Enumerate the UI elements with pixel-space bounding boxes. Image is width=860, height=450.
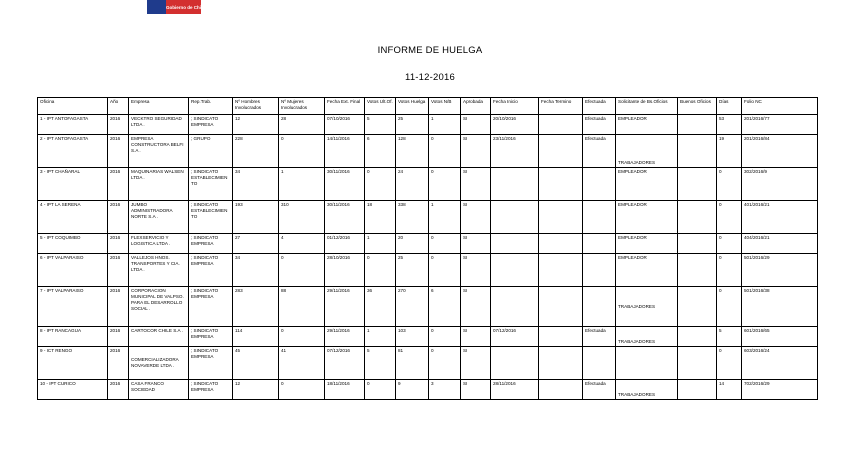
cell-folio: 201/2016/77 bbox=[742, 115, 818, 135]
cell-votos-ult: 5 bbox=[365, 347, 396, 380]
col-header-dias: Días bbox=[717, 98, 742, 115]
cell-empresa: COMERCIALIZADORA NOVAVERDE LTDA . bbox=[129, 347, 189, 380]
col-header-mujeres: Nº Mujeres Involucrados bbox=[279, 98, 325, 115]
cell-fecha-inicio: 28/11/2016 bbox=[491, 380, 539, 400]
cell-buenos-oficios bbox=[678, 168, 717, 201]
report-title: INFORME DE HUELGA bbox=[377, 45, 483, 56]
cell-votos-ult: 0 bbox=[365, 254, 396, 287]
cell-empresa: CORPORACION MUNICIPAL DE VALPSO. PARA EL DESARROLLO SOCIAL . bbox=[129, 287, 189, 327]
cell-mujeres: 310 bbox=[279, 201, 325, 234]
cell-ano: 2016 bbox=[108, 135, 129, 168]
cell-oficina: 9 - ICT RENGO bbox=[38, 347, 108, 380]
cell-rep-trab: ; SINDICATO EMPRESA bbox=[189, 254, 233, 287]
cell-votos-huelga: 9 bbox=[396, 380, 429, 400]
cell-folio: 302/2016/9 bbox=[742, 168, 818, 201]
cell-fecha-termino bbox=[539, 287, 583, 327]
col-header-ano: Año bbox=[108, 98, 129, 115]
cell-votos-ult: 18 bbox=[365, 201, 396, 234]
cell-fecha-inicio bbox=[491, 347, 539, 380]
cell-solicitante: TRABAJADORES bbox=[616, 327, 678, 347]
cell-ano: 2016 bbox=[108, 254, 129, 287]
cell-hombres: 283 bbox=[233, 287, 279, 327]
cell-mujeres: 1 bbox=[279, 168, 325, 201]
cell-aprobada: SI bbox=[461, 115, 491, 135]
cell-efectuada bbox=[583, 347, 616, 380]
cell-mujeres: 88 bbox=[279, 287, 325, 327]
cell-folio: 702/2016/29 bbox=[742, 380, 818, 400]
cell-efectuada bbox=[583, 168, 616, 201]
cell-fecha-termino bbox=[539, 380, 583, 400]
cell-fecha-inicio bbox=[491, 287, 539, 327]
cell-rep-trab: ; SINDICATO EMPRESA bbox=[189, 287, 233, 327]
cell-dias: 0 bbox=[717, 347, 742, 380]
cell-buenos-oficios bbox=[678, 380, 717, 400]
cell-votos-huelga: 128 bbox=[396, 135, 429, 168]
cell-solicitante bbox=[616, 347, 678, 380]
cell-folio: 603/2016/24 bbox=[742, 347, 818, 380]
cell-folio: 401/2016/21 bbox=[742, 201, 818, 234]
cell-buenos-oficios bbox=[678, 201, 717, 234]
cell-mujeres: 0 bbox=[279, 254, 325, 287]
cell-fecha-inicio: 23/11/2016 bbox=[491, 135, 539, 168]
cell-fecha-ext: 30/11/2016 bbox=[325, 201, 365, 234]
cell-votos-huelga: 81 bbox=[396, 347, 429, 380]
cell-empresa: MAQUINARIAS WALSEN LTDA . bbox=[129, 168, 189, 201]
cell-efectuada: Efectuada bbox=[583, 327, 616, 347]
cell-votos-nb: 0 bbox=[429, 327, 461, 347]
cell-votos-ult: 0 bbox=[365, 168, 396, 201]
cell-fecha-termino bbox=[539, 327, 583, 347]
cell-ano: 2016 bbox=[108, 380, 129, 400]
cell-aprobada: SI bbox=[461, 380, 491, 400]
cell-votos-nb: 1 bbox=[429, 201, 461, 234]
cell-oficina: 1 - IPT ANTOFAGASTA bbox=[38, 115, 108, 135]
cell-dias: 0 bbox=[717, 168, 742, 201]
cell-buenos-oficios bbox=[678, 254, 717, 287]
cell-dias: 0 bbox=[717, 287, 742, 327]
col-header-votos-huelga: Votos Huelga bbox=[396, 98, 429, 115]
cell-votos-huelga: 25 bbox=[396, 254, 429, 287]
cell-ano: 2016 bbox=[108, 234, 129, 254]
cell-solicitante: EMPLEADOR bbox=[616, 254, 678, 287]
cell-efectuada bbox=[583, 201, 616, 234]
col-header-folio: Folio NC bbox=[742, 98, 818, 115]
cell-rep-trab: ; SINDICATO EMPRESA bbox=[189, 380, 233, 400]
cell-aprobada: SI bbox=[461, 347, 491, 380]
table-row bbox=[38, 287, 818, 327]
cell-hombres: 27 bbox=[233, 234, 279, 254]
cell-fecha-ext: 30/11/2016 bbox=[325, 168, 365, 201]
cell-fecha-termino bbox=[539, 347, 583, 380]
logo-blue-block bbox=[147, 0, 166, 14]
cell-fecha-termino bbox=[539, 201, 583, 234]
strike-report-table bbox=[37, 97, 818, 400]
cell-ano: 2016 bbox=[108, 287, 129, 327]
cell-oficina: 2 - IPT ANTOFAGASTA bbox=[38, 135, 108, 168]
cell-rep-trab: ; SINDICATO ESTABLECIMIENTO bbox=[189, 201, 233, 234]
gobierno-logo bbox=[147, 0, 205, 14]
cell-rep-trab: ; SINDICATO EMPRESA bbox=[189, 347, 233, 380]
cell-aprobada: SI bbox=[461, 201, 491, 234]
col-header-aprobada: Aprobada bbox=[461, 98, 491, 115]
table-row bbox=[38, 380, 818, 400]
cell-votos-ult: 5 bbox=[365, 115, 396, 135]
table-row bbox=[38, 347, 818, 380]
cell-solicitante: TRABAJADORES bbox=[616, 287, 678, 327]
cell-buenos-oficios bbox=[678, 347, 717, 380]
cell-efectuada bbox=[583, 254, 616, 287]
cell-votos-huelga: 270 bbox=[396, 287, 429, 327]
cell-votos-ult: 1 bbox=[365, 327, 396, 347]
cell-buenos-oficios bbox=[678, 287, 717, 327]
cell-votos-nb: 0 bbox=[429, 347, 461, 380]
cell-rep-trab: ; SINDICATO EMPRESA bbox=[189, 327, 233, 347]
cell-fecha-termino bbox=[539, 135, 583, 168]
cell-fecha-termino bbox=[539, 254, 583, 287]
cell-folio: 601/2016/65 bbox=[742, 327, 818, 347]
cell-efectuada: Efectuada bbox=[583, 135, 616, 168]
table-row bbox=[38, 135, 818, 168]
cell-efectuada bbox=[583, 234, 616, 254]
cell-hombres: 34 bbox=[233, 254, 279, 287]
cell-votos-ult: 6 bbox=[365, 135, 396, 168]
cell-aprobada: SI bbox=[461, 287, 491, 327]
cell-buenos-oficios bbox=[678, 327, 717, 347]
cell-efectuada: Efectuada bbox=[583, 380, 616, 400]
cell-ano: 2016 bbox=[108, 327, 129, 347]
cell-hombres: 34 bbox=[233, 168, 279, 201]
col-header-fecha-inicio: Fecha Inicio bbox=[491, 98, 539, 115]
col-header-oficina: Oficina bbox=[38, 98, 108, 115]
cell-oficina: 4 - IPT LA SERENA bbox=[38, 201, 108, 234]
cell-votos-nb: 0 bbox=[429, 254, 461, 287]
cell-mujeres: 0 bbox=[279, 380, 325, 400]
cell-aprobada: SI bbox=[461, 168, 491, 201]
cell-fecha-inicio bbox=[491, 168, 539, 201]
cell-mujeres: 0 bbox=[279, 135, 325, 168]
col-header-votos-nb: Votos N/B bbox=[429, 98, 461, 115]
cell-mujeres: 28 bbox=[279, 115, 325, 135]
header-row bbox=[38, 98, 818, 115]
cell-buenos-oficios bbox=[678, 115, 717, 135]
cell-ano: 2016 bbox=[108, 347, 129, 380]
cell-mujeres: 41 bbox=[279, 347, 325, 380]
table-row bbox=[38, 254, 818, 287]
cell-empresa: CASA FRANCO SOCIEDAD bbox=[129, 380, 189, 400]
cell-empresa: EMPRESA CONSTRUCTORA BELFI S.A . bbox=[129, 135, 189, 168]
table-row bbox=[38, 234, 818, 254]
cell-fecha-ext: 14/11/2016 bbox=[325, 135, 365, 168]
cell-empresa: VECKTRO SEGURIDAD LTDA . bbox=[129, 115, 189, 135]
col-header-efectuada: Efectuada bbox=[583, 98, 616, 115]
cell-dias: 14 bbox=[717, 380, 742, 400]
cell-votos-nb: 3 bbox=[429, 380, 461, 400]
cell-fecha-ext: 07/10/2016 bbox=[325, 115, 365, 135]
col-header-votos-ult: Votos Ult.Of. bbox=[365, 98, 396, 115]
cell-fecha-termino bbox=[539, 168, 583, 201]
cell-fecha-ext: 28/10/2016 bbox=[325, 254, 365, 287]
col-header-fecha-ext: Fecha Ext. Final bbox=[325, 98, 365, 115]
cell-mujeres: 4 bbox=[279, 234, 325, 254]
cell-dias: 5 bbox=[717, 327, 742, 347]
cell-dias: 0 bbox=[717, 201, 742, 234]
cell-votos-ult: 1 bbox=[365, 234, 396, 254]
cell-dias: 19 bbox=[717, 135, 742, 168]
logo-text: Gobierno de Chile bbox=[166, 5, 205, 10]
cell-solicitante: EMPLEADOR bbox=[616, 201, 678, 234]
cell-oficina: 7 - IPT VALPARAISO bbox=[38, 287, 108, 327]
cell-oficina: 8 - IPT RANCAGUA bbox=[38, 327, 108, 347]
cell-fecha-inicio bbox=[491, 234, 539, 254]
cell-rep-trab: ; SINDICATO EMPRESA bbox=[189, 115, 233, 135]
cell-dias: 53 bbox=[717, 115, 742, 135]
cell-buenos-oficios bbox=[678, 234, 717, 254]
cell-oficina: 6 - IPT VALPARAISO bbox=[38, 254, 108, 287]
cell-hombres: 12 bbox=[233, 380, 279, 400]
cell-aprobada: SI bbox=[461, 135, 491, 168]
cell-fecha-inicio bbox=[491, 201, 539, 234]
cell-votos-ult: 36 bbox=[365, 287, 396, 327]
col-header-fecha-termino: Fecha Termino bbox=[539, 98, 583, 115]
cell-ano: 2016 bbox=[108, 168, 129, 201]
cell-votos-huelga: 20 bbox=[396, 234, 429, 254]
cell-votos-nb: 0 bbox=[429, 168, 461, 201]
col-header-buenos-oficios: Buenos Oficios bbox=[678, 98, 717, 115]
cell-empresa: JUMBO ADMINISTRADORA NORTE S.A . bbox=[129, 201, 189, 234]
cell-fecha-termino bbox=[539, 115, 583, 135]
cell-solicitante: EMPLEADOR bbox=[616, 168, 678, 201]
cell-votos-nb: 6 bbox=[429, 287, 461, 327]
table-row bbox=[38, 168, 818, 201]
table-row bbox=[38, 201, 818, 234]
report-date: 11-12-2016 bbox=[405, 72, 455, 83]
cell-buenos-oficios bbox=[678, 135, 717, 168]
cell-fecha-inicio: 07/12/2016 bbox=[491, 327, 539, 347]
cell-oficina: 3 - IPT CHAÑARAL bbox=[38, 168, 108, 201]
cell-hombres: 193 bbox=[233, 201, 279, 234]
cell-solicitante: EMPLEADOR bbox=[616, 234, 678, 254]
cell-empresa: FLEXSERVICIO Y LOGISTICA LTDA . bbox=[129, 234, 189, 254]
cell-votos-huelga: 103 bbox=[396, 327, 429, 347]
cell-hombres: 12 bbox=[233, 115, 279, 135]
col-header-hombres: Nº Hombres Involucrados bbox=[233, 98, 279, 115]
cell-rep-trab: ; SINDICATO EMPRESA bbox=[189, 234, 233, 254]
cell-ano: 2016 bbox=[108, 115, 129, 135]
cell-fecha-ext: 01/12/2016 bbox=[325, 234, 365, 254]
cell-ano: 2016 bbox=[108, 201, 129, 234]
cell-folio: 404/2016/21 bbox=[742, 234, 818, 254]
cell-dias: 0 bbox=[717, 234, 742, 254]
cell-folio: 201/2016/84 bbox=[742, 135, 818, 168]
cell-folio: 501/2016/38 bbox=[742, 287, 818, 327]
cell-efectuada: Efectuada bbox=[583, 115, 616, 135]
col-header-empresa: Empresa bbox=[129, 98, 189, 115]
cell-rep-trab: ; GRUPO bbox=[189, 135, 233, 168]
cell-votos-ult: 0 bbox=[365, 380, 396, 400]
cell-fecha-ext: 07/12/2016 bbox=[325, 347, 365, 380]
cell-votos-nb: 1 bbox=[429, 115, 461, 135]
col-header-rep-trab: Rep.Trab. bbox=[189, 98, 233, 115]
cell-hombres: 114 bbox=[233, 327, 279, 347]
col-header-solicitante: Solicitante de Bs.Oficios bbox=[616, 98, 678, 115]
cell-fecha-ext: 18/11/2016 bbox=[325, 380, 365, 400]
cell-votos-huelga: 25 bbox=[396, 115, 429, 135]
cell-fecha-termino bbox=[539, 234, 583, 254]
cell-empresa: CARTOCOR CHILE S.A . bbox=[129, 327, 189, 347]
cell-votos-huelga: 24 bbox=[396, 168, 429, 201]
cell-dias: 0 bbox=[717, 254, 742, 287]
cell-fecha-ext: 29/11/2016 bbox=[325, 327, 365, 347]
cell-mujeres: 0 bbox=[279, 327, 325, 347]
cell-rep-trab: ; SINDICATO ESTABLECIMIENTO bbox=[189, 168, 233, 201]
cell-oficina: 5 - IPT COQUIMBO bbox=[38, 234, 108, 254]
cell-aprobada: SI bbox=[461, 327, 491, 347]
cell-votos-nb: 0 bbox=[429, 135, 461, 168]
cell-votos-huelga: 338 bbox=[396, 201, 429, 234]
cell-aprobada: SI bbox=[461, 254, 491, 287]
cell-solicitante: TRABAJADORES bbox=[616, 135, 678, 168]
cell-efectuada bbox=[583, 287, 616, 327]
cell-solicitante: TRABAJADORES bbox=[616, 380, 678, 400]
cell-oficina: 10 - IPT CURICO bbox=[38, 380, 108, 400]
table-row bbox=[38, 115, 818, 135]
cell-fecha-inicio: 20/10/2016 bbox=[491, 115, 539, 135]
cell-solicitante: EMPLEADOR bbox=[616, 115, 678, 135]
cell-hombres: 228 bbox=[233, 135, 279, 168]
cell-fecha-inicio bbox=[491, 254, 539, 287]
table-row bbox=[38, 327, 818, 347]
cell-folio: 501/2016/29 bbox=[742, 254, 818, 287]
cell-empresa: VALLEJOS HNOS. TRANSPORTES Y CIA. LTDA . bbox=[129, 254, 189, 287]
cell-hombres: 45 bbox=[233, 347, 279, 380]
cell-fecha-ext: 29/11/2016 bbox=[325, 287, 365, 327]
cell-aprobada: SI bbox=[461, 234, 491, 254]
cell-votos-nb: 0 bbox=[429, 234, 461, 254]
